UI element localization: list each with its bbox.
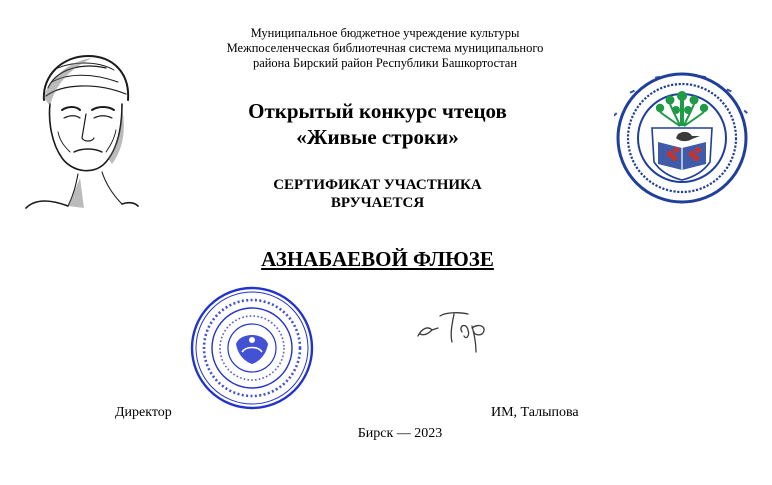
library-emblem-logo xyxy=(614,70,750,206)
poet-portrait-image xyxy=(22,48,140,210)
contest-title: Открытый конкурс чтецов xyxy=(248,99,507,123)
place-and-year: Бирск — 2023 xyxy=(357,426,443,441)
organization-header xyxy=(170,26,600,71)
director-signature xyxy=(410,298,510,358)
recipient-name: АЗНАБАЕВОЙ ФЛЮЗЕ xyxy=(261,247,494,271)
signatory-name: ИМ, Талыпова xyxy=(491,405,579,420)
contest-subtitle: «Живые строки» xyxy=(296,125,459,149)
signatory-role: Директор xyxy=(115,405,172,420)
certificate-title-line-2: ВРУЧАЕТСЯ xyxy=(330,195,425,211)
certificate-title-block xyxy=(170,176,585,212)
header-line-3: района Бирский район Республики Башкортостан xyxy=(252,56,518,70)
header-line-2: Межпоселенческая библиотечная система муниципального xyxy=(226,41,544,55)
header-line-1: Муниципальное бюджетное учреждение культуры xyxy=(250,26,520,40)
official-stamp xyxy=(180,282,324,412)
contest-title-block xyxy=(170,98,585,150)
certificate-title-line-1: СЕРТИФИКАТ УЧАСТНИКА xyxy=(273,177,482,193)
